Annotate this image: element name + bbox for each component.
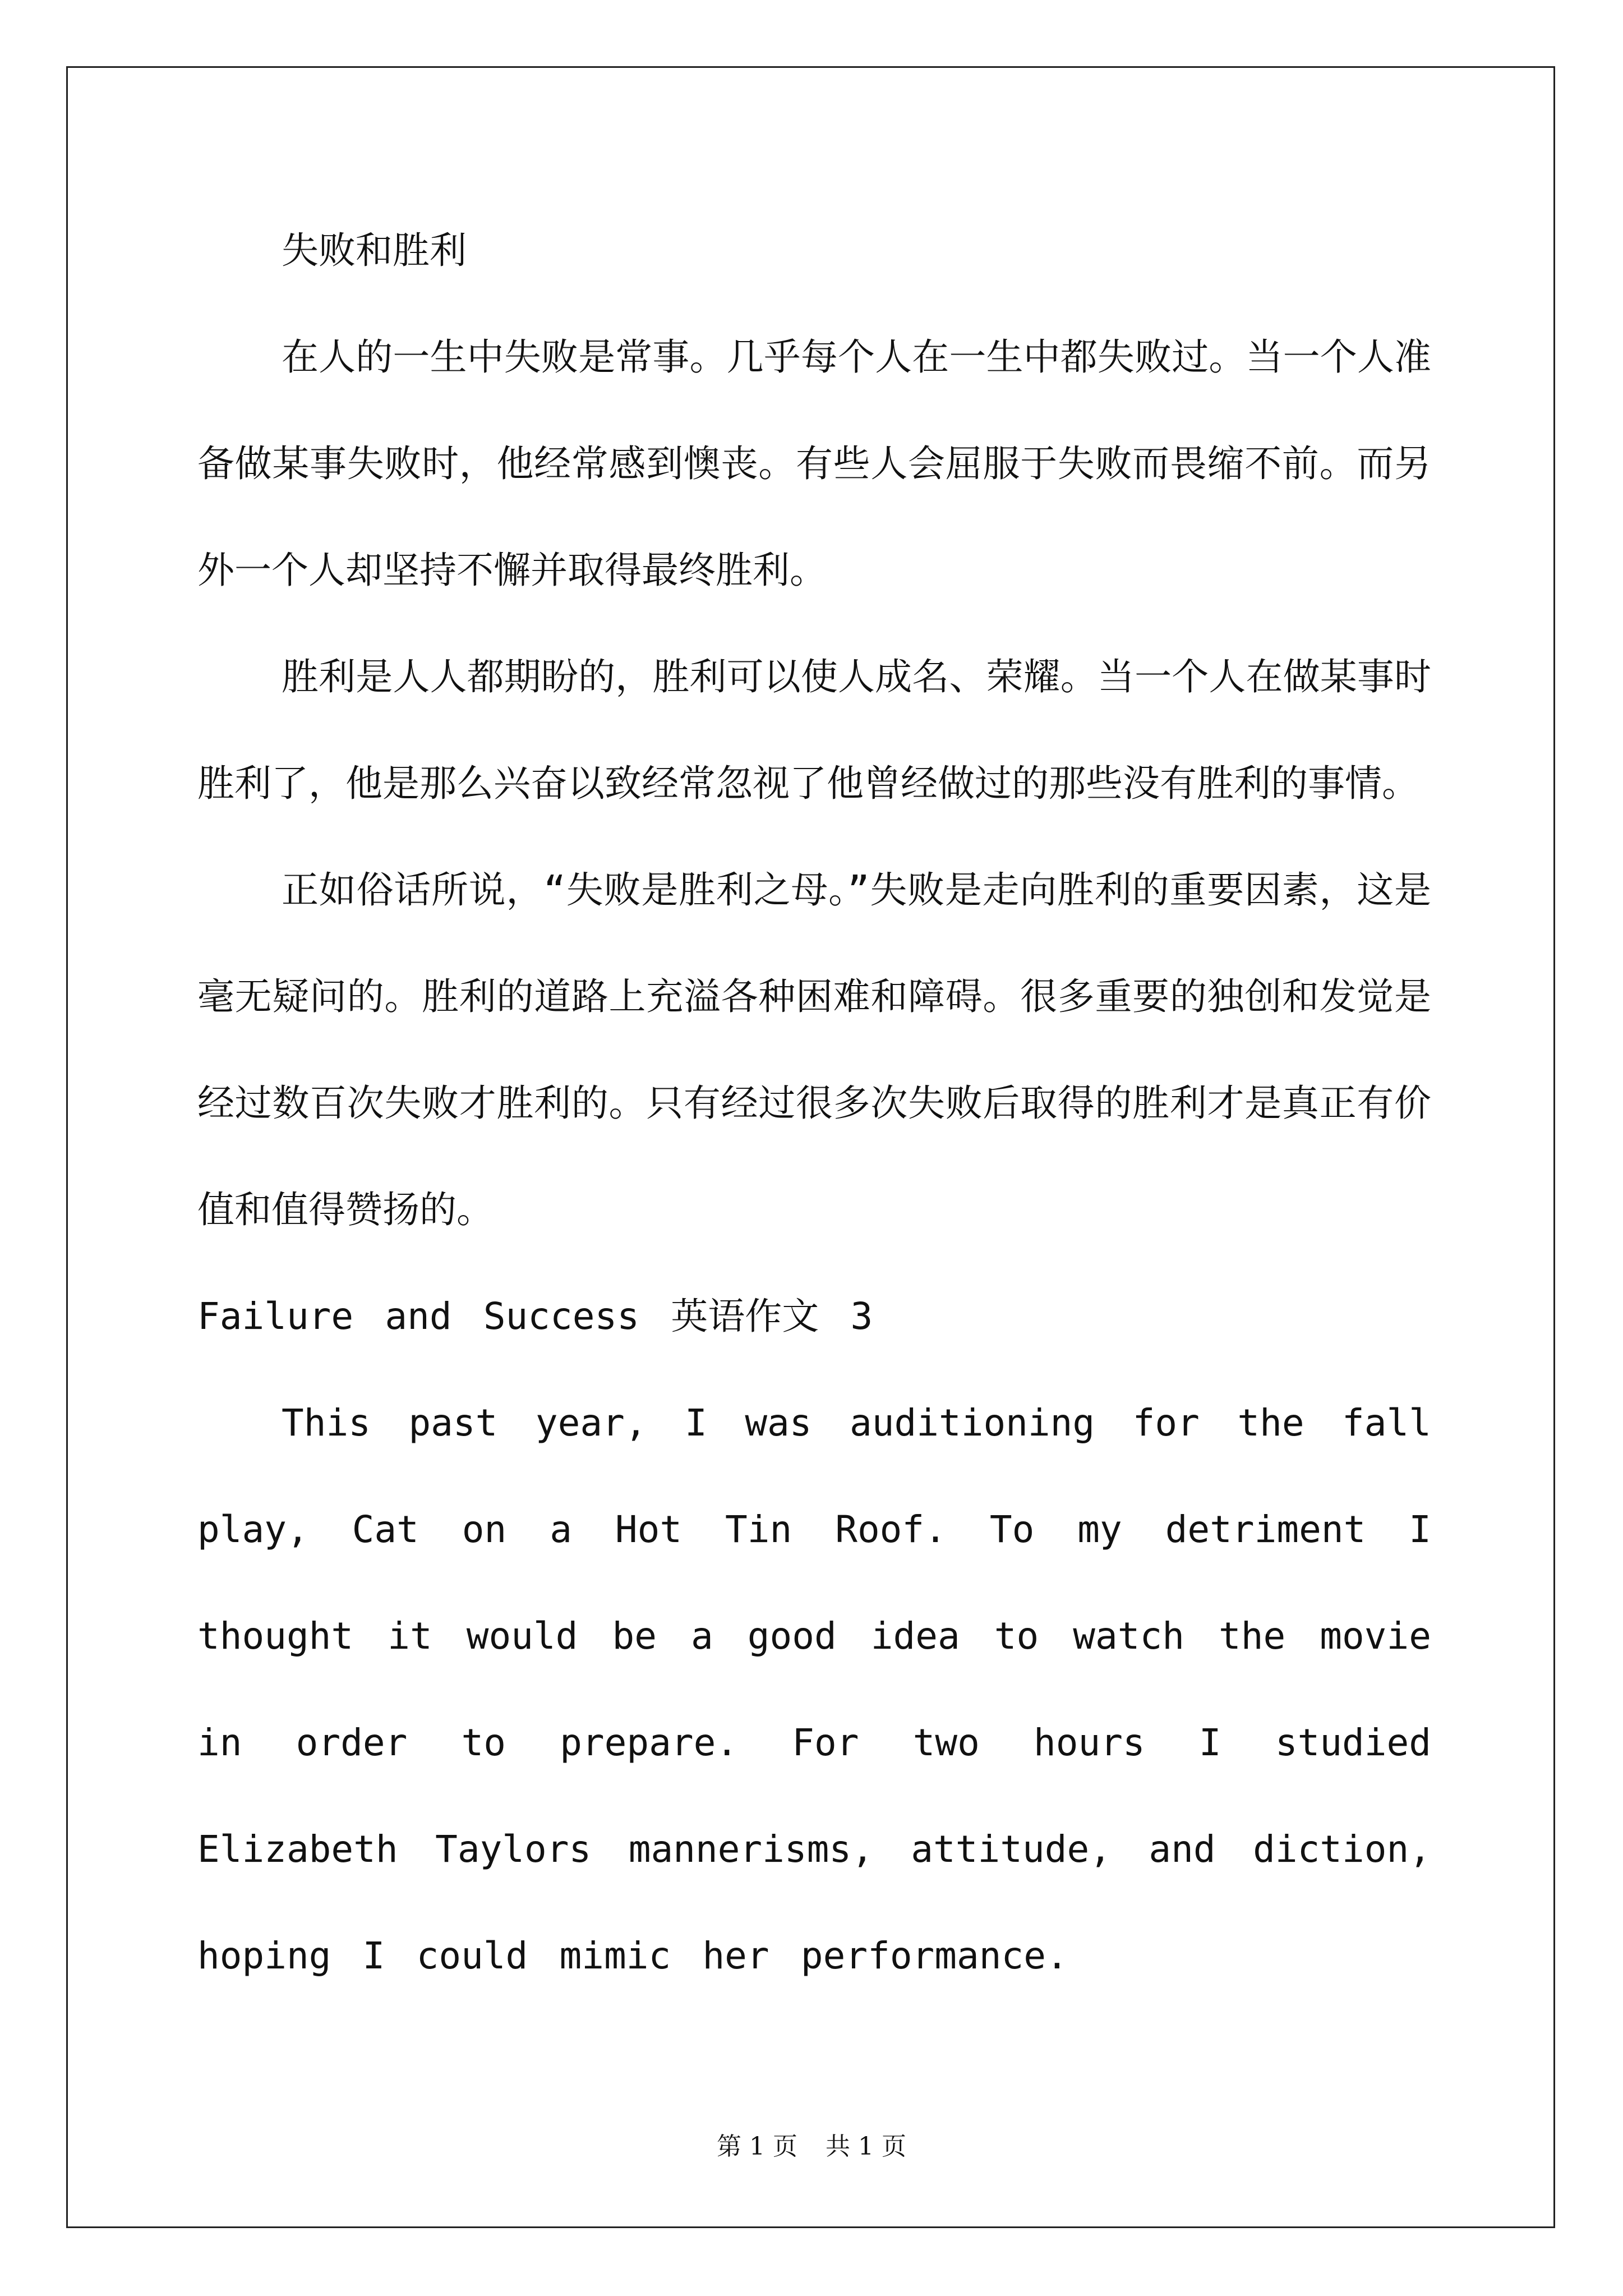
page-total: 共 1 页: [826, 2132, 906, 2161]
document-body: [197, 197, 1431, 2009]
paragraph-3: 正如俗话所说，“失败是胜利之母。”失败是走向胜利的重要因素，这是毫无疑问的。胜利的道路上充溢各种困难和障碍。很多重要的独创和发觉是经过数百次失败才胜利的。只有经过很多次失败后取得的胜利才是真正有价值和值得赞扬的。: [197, 868, 1431, 1231]
paragraph-2: 胜利是人人都期盼的，胜利可以使人成名、荣耀。当一个人在做某事时胜利了，他是那么兴奋以致经常忽视了他曾经做过的那些没有胜利的事情。: [197, 655, 1431, 805]
paragraph-4: This past year, I was auditioning for the fall play, Cat on a Hot Tin Roof. To my detriment I thought it would be a good idea to watch the movie in order to prepare. For two hours I studied Elizabeth Taylors mannerisms, attitude, and diction, hoping I could mimic her performance.: [197, 1401, 1431, 1977]
essay-title: 失败和胜利: [282, 229, 467, 272]
page-footer: [0, 2126, 1623, 2162]
page-number: 第 1 页: [717, 2132, 797, 2161]
section-heading: Failure and Success 英语作文 3: [197, 1295, 873, 1338]
paragraph-1: 在人的一生中失败是常事。几乎每个人在一生中都失败过。当一个人准备做某事失败时，他经常感到懊丧。有些人会屈服于失败而畏缩不前。而另外一个人却坚持不懈并取得最终胜利。: [197, 335, 1431, 592]
